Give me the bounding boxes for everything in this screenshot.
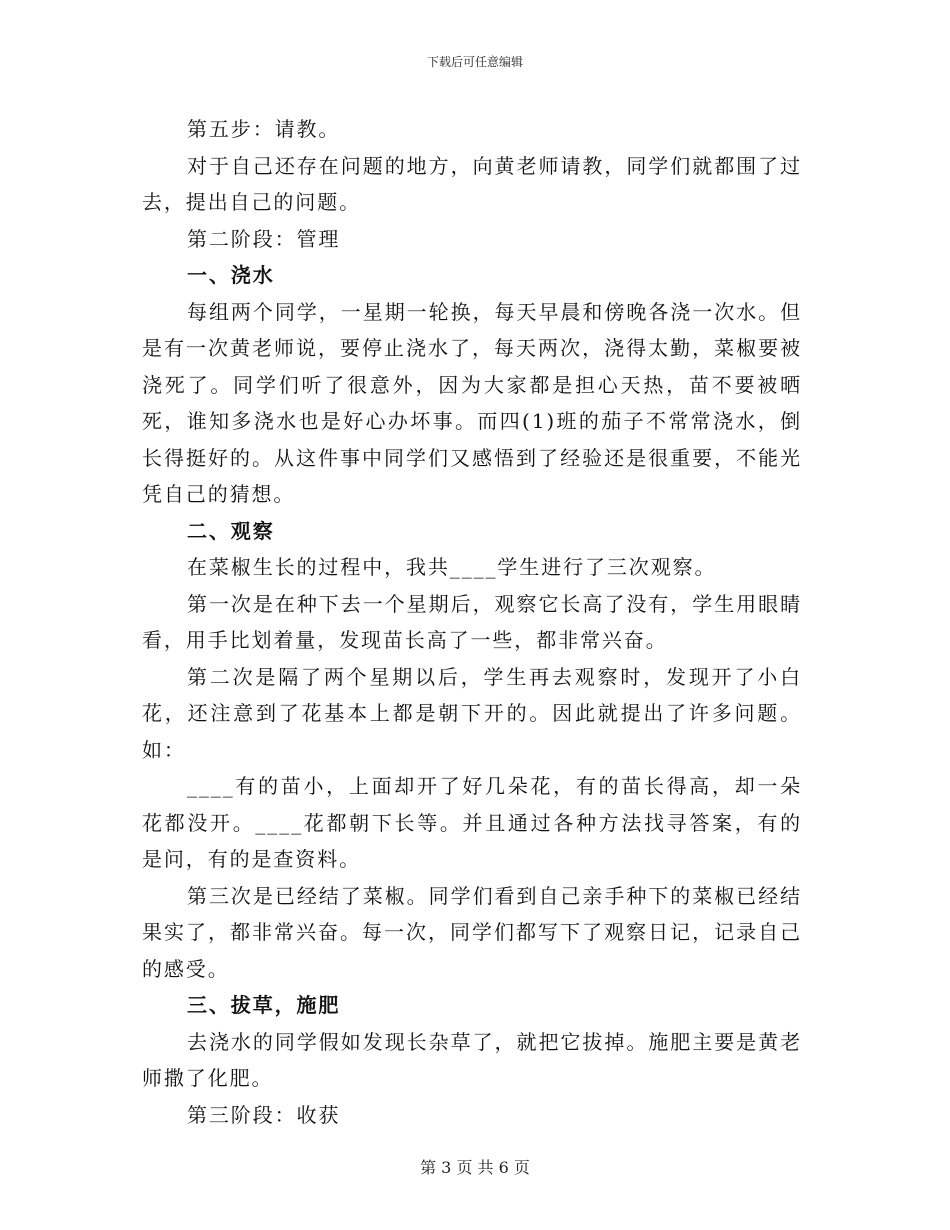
paragraph-observation-intro: 在菜椒生长的过程中，我共____学生进行了三次观察。 [187,555,717,579]
stage-two-heading: 第二阶段：管理 [187,226,341,251]
page-footer: 第 3 页 共 6 页 [420,1158,530,1177]
paragraph-weeding: 去浇水的同学假如发现长杂草了，就把它拔掉。施肥主要是黄老师撒了化肥。 [142,1029,802,1090]
paragraph-first-observation: 第一次是在种下去一个星期后，观察它长高了没有，学生用眼睛看，用手比划着量，发现苗长高了一些，都非常兴奋。 [142,591,802,652]
stage-three-heading: 第三阶段：收获 [187,1102,341,1127]
document-body [142,111,802,1133]
paragraph-third-observation: 第三次是已经结了菜椒。同学们看到自己亲手种下的菜椒已经结果实了，都非常兴奋。每一次，同学们都写下了观察日记，记录自己的感受。 [142,883,802,981]
paragraph-second-observation: 第二次是隔了两个星期以后，学生再去观察时，发现开了小白花，还注意到了花基本上都是朝下开的。因此就提出了许多问题。如： [142,664,802,762]
paragraph-step-five: 第五步：请教。 [187,117,341,141]
paragraph-ask-teacher: 对于自己还存在问题的地方，向黄老师请教，同学们就都围了过去，提出自己的问题。 [142,153,802,214]
section-heading-watering: 一、浇水 [187,263,275,287]
section-heading-observation: 二、观察 [187,518,275,543]
paragraph-watering: 每组两个同学，一星期一轮换，每天早晨和傍晚各浇一次水。但是有一次黄老师说，要停止浇水了，每天两次，浇得太勤，菜椒要被浇死了。同学们听了很意外，因为大家都是担心天热，苗不要被晒死，谁知多浇水也是好心办坏事。而四(1)班的茄子不常常浇水，倒长得挺好的。从这件事中同学们又感悟到了经验还是很重要，不能光凭自己的猜想。 [142,299,802,506]
paragraph-questions: ____有的苗小，上面却开了好几朵花，有的苗长得高，却一朵花都没开。____花都朝下长等。并且通过各种方法找寻答案，有的是问，有的是查资料。 [142,774,802,871]
page-header: 下载后可任意编辑 [426,55,523,69]
section-heading-weeding: 三、拔草，施肥 [187,993,341,1017]
